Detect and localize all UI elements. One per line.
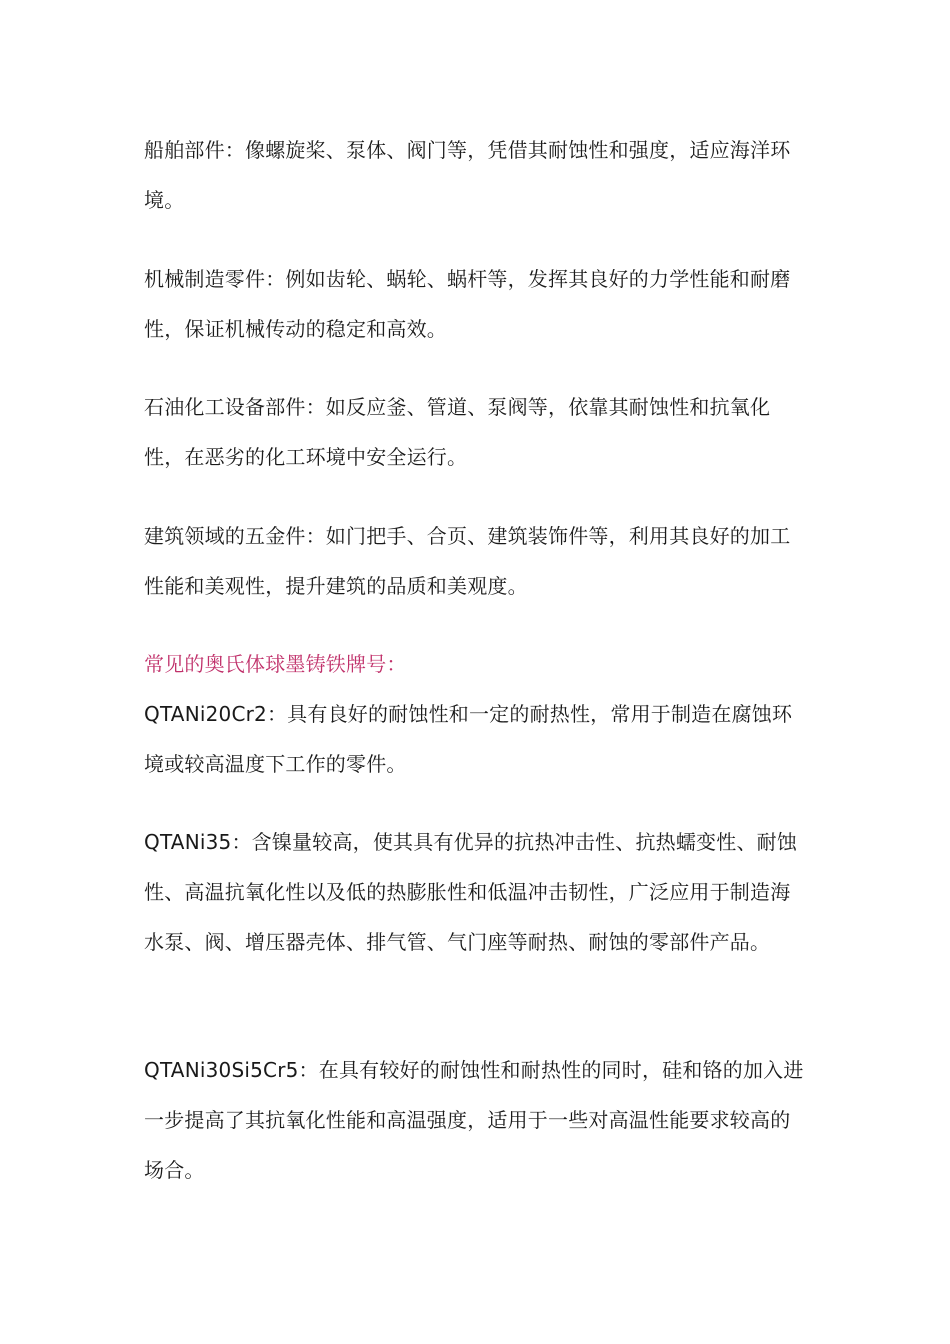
- paragraph-grade-qtani20cr2: QTANi20Cr2：具有良好的耐蚀性和一定的耐热性，常用于制造在腐蚀环境或较高温度下工作的零件。: [144, 702, 793, 776]
- paragraph-construction-hardware: 建筑领域的五金件：如门把手、合页、建筑装饰件等，利用其良好的加工性能和美观性，提升建筑的品质和美观度。: [144, 524, 791, 598]
- paragraph-grade-qtani30si5cr5: QTANi30Si5Cr5：在具有较好的耐蚀性和耐热性的同时，硅和铬的加入进一步提高了其抗氧化性能和高温强度，适用于一些对高温性能要求较高的场合。: [144, 1058, 804, 1182]
- paragraph-machinery-parts: 机械制造零件：例如齿轮、蜗轮、蜗杆等，发挥其良好的力学性能和耐磨性，保证机械传动的稳定和高效。: [144, 267, 791, 341]
- paragraph-grade-qtani35: QTANi35：含镍量较高，使其具有优异的抗热冲击性、抗热蠕变性、耐蚀性、高温抗氧化性以及低的热膨胀性和低温冲击韧性，广泛应用于制造海水泵、阀、增压器壳体、排气管、气门座等耐热、耐蚀的零部件产品。: [144, 830, 798, 954]
- paragraph-petrochemical-parts: 石油化工设备部件：如反应釜、管道、泵阀等，依靠其耐蚀性和抗氧化性，在恶劣的化工环境中安全运行。: [144, 395, 771, 469]
- paragraph-ship-parts: 船舶部件：像螺旋桨、泵体、阀门等，凭借其耐蚀性和强度，适应海洋环境。: [144, 138, 791, 212]
- section-heading-grades: 常见的奥氏体球墨铸铁牌号：: [144, 652, 407, 676]
